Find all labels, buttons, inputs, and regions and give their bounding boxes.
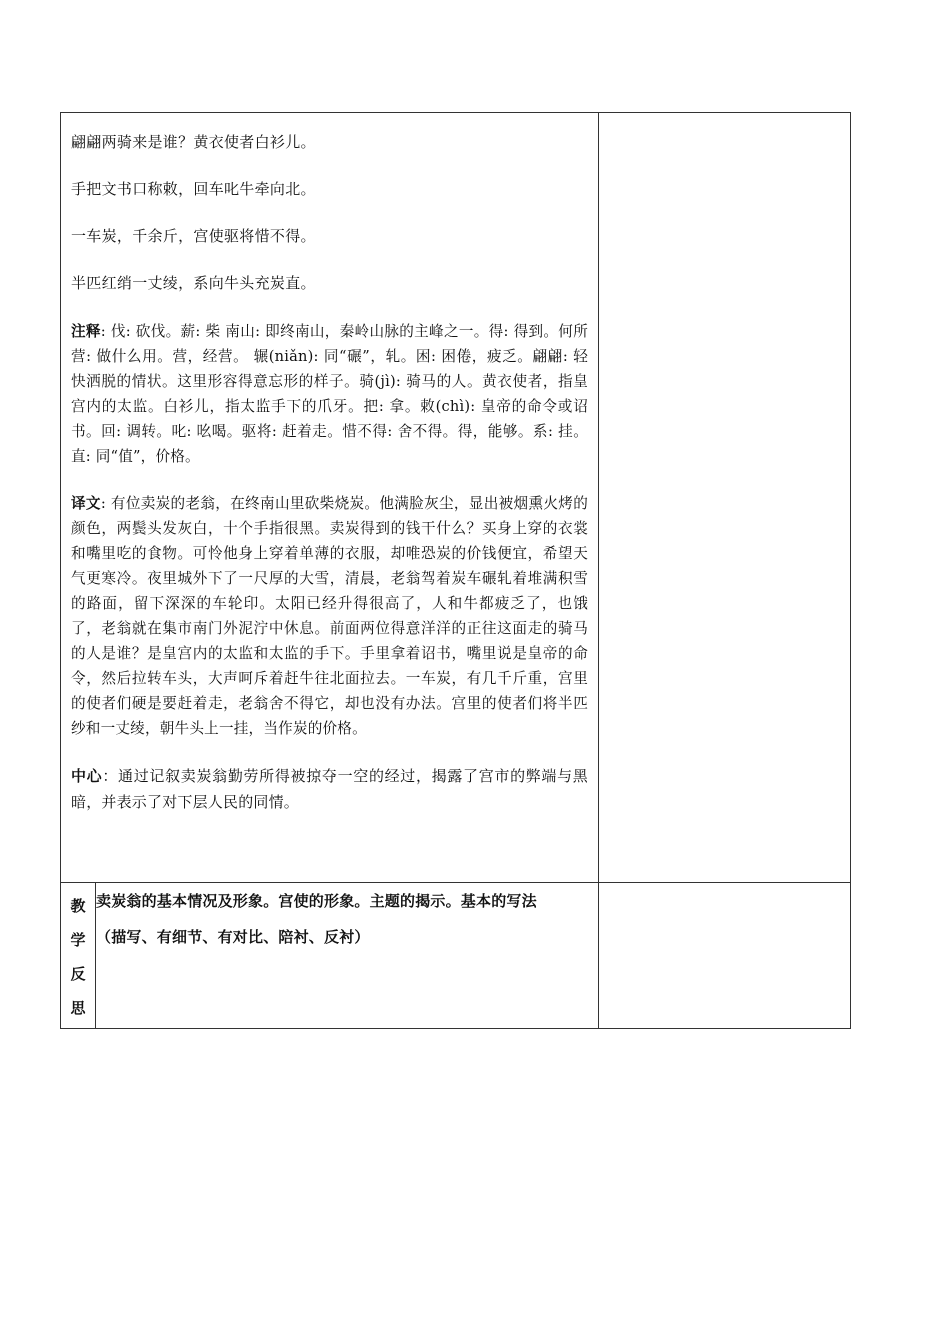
side-char: 学 (70, 931, 86, 949)
poem-line: 半匹红绡一丈绫，系向牛头充炭直。 (71, 274, 316, 292)
poem-line: 手把文书口称敕，回车叱牛牵向北。 (71, 180, 316, 198)
reflection-right-empty-cell (599, 883, 851, 1029)
lesson-table (60, 112, 851, 1029)
reflection-row (61, 883, 851, 1029)
reflection-side-label (61, 883, 96, 1029)
reflection-content (96, 883, 599, 1029)
side-char: 教 (70, 897, 86, 915)
side-char: 思 (70, 999, 86, 1017)
side-char: 反 (70, 965, 86, 983)
center-text: ：通过记叙卖炭翁勤劳所得被掠夺一空的经过，揭露了宫市的弊端与黑暗，并表示了对下层人民的同情。 (71, 767, 588, 811)
notes-paragraph (71, 319, 588, 469)
translation-paragraph (71, 491, 588, 741)
center-paragraph (71, 763, 588, 815)
reflection-line: （描写、有细节、有对比、陪衬、反衬） (96, 928, 370, 946)
content-cell (61, 113, 599, 883)
notes-label: 注释 (71, 323, 101, 340)
poem-line: 一车炭，千余斤，宫使驱将惜不得。 (71, 227, 316, 245)
translation-text: : 有位卖炭的老翁，在终南山里砍柴烧炭。他满脸灰尘，显出被烟熏火烤的颜色，两鬓头发灰白，十个手指很黑。卖炭得到的钱干什么？买身上穿的衣裳和嘴里吃的食物。可怜他身上穿着单薄的衣服，却唯恐炭的价钱便宜，希望天气更寒冷。夜里城外下了一尺厚的大雪，清晨，老翁驾着炭车碾轧着堆满积雪的路面，留下深深的车轮印。太阳已经升得很高了，人和牛都疲乏了，也饿了，老翁就在集市南门外泥泞中休息。前面两位得意洋洋的正往这面走的骑马的人是谁？是皇宫内的太监和太监的手下。手里拿着诏书，嘴里说是皇帝的命令，然后拉转车头，大声呵斥着赶牛往北面拉去。一车炭，有几千斤重，宫里的使者们硬是要赶着走，老翁舍不得它，却也没有办法。宫里的使者们将半匹纱和一丈绫，朝牛头上一挂，当作炭的价格。 (71, 495, 588, 737)
reflection-line: 卖炭翁的基本情况及形象。宫使的形象。主题的揭示。基本的写法 (96, 892, 537, 910)
translation-label: 译文 (71, 495, 101, 512)
center-label: 中心 (71, 767, 103, 785)
right-empty-cell (599, 113, 851, 883)
notes-text: : 伐: 砍伐。薪: 柴 南山: 即终南山，秦岭山脉的主峰之一。得: 得到。何所营: 做什么用。营，经营。 辗(niǎn): 同“碾”，轧。困: 困倦，疲乏。翩翩: 轻快洒脱的情状。这里形容得意忘形的样子。骑(jì): 骑马的人。黄衣使者，指皇宫内的太监。白衫儿，指太监手下的爪牙。把: 拿。敕(chì): 皇帝的命令或诏书。回: 调转。叱: 吆喝。驱将: 赶着走。惜不得: 舍不得。得，能够。系: 挂。直: 同“值”，价格。 (71, 323, 588, 465)
content-row (61, 113, 851, 883)
poem-line: 翩翩两骑来是谁？黄衣使者白衫儿。 (71, 133, 316, 151)
